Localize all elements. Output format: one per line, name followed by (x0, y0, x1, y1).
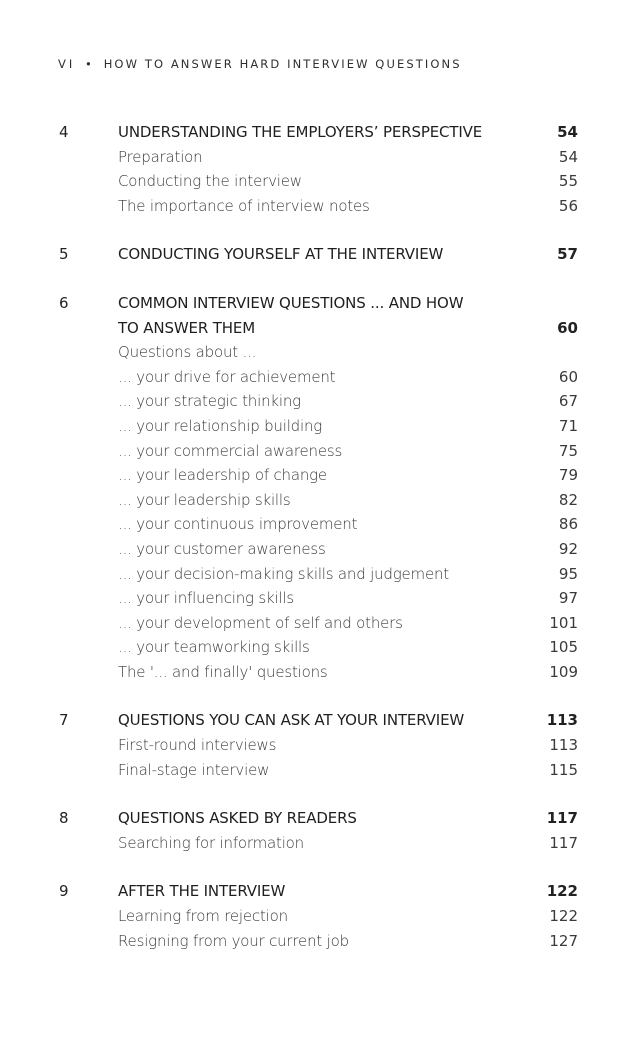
chapter-page: 57 (557, 245, 578, 264)
chapter-heading-row[interactable] (0, 291, 638, 316)
section-row[interactable] (0, 414, 638, 439)
chapter-number: 7 (59, 711, 69, 730)
chapter-spacer (0, 218, 638, 242)
section-title: The '... and finally' questions (118, 662, 328, 681)
chapter-number: 4 (59, 123, 69, 141)
chapter-number: 6 (59, 293, 69, 312)
section-page: 105 (549, 638, 578, 657)
chapter-heading-row[interactable] (0, 879, 638, 904)
section-row[interactable] (0, 562, 638, 587)
section-page: 117 (549, 833, 578, 852)
section-row[interactable] (0, 929, 638, 954)
section-page: 92 (558, 539, 578, 558)
chapter-title: UNDERSTANDING THE EMPLOYERS’ PERSPECTIVE (118, 123, 483, 141)
chapter-page: 54 (557, 123, 578, 141)
section-page: 60 (558, 367, 578, 386)
section-page: 109 (549, 662, 578, 681)
section-title: First-round interviews (118, 736, 277, 755)
section-row[interactable] (0, 586, 638, 611)
chapter-title: QUESTIONS YOU CAN ASK AT YOUR INTERVIEW (118, 711, 465, 730)
section-page: 54 (558, 147, 578, 166)
section-page: 55 (558, 172, 578, 191)
chapter-title-line-2: TO ANSWER THEM (118, 318, 256, 337)
section-row[interactable] (0, 904, 638, 929)
section-page: 82 (558, 490, 578, 509)
section-page: 95 (558, 564, 578, 583)
section-title: Resigning from your current job (118, 931, 349, 950)
section-page: 113 (549, 736, 578, 755)
section-page: 71 (558, 416, 578, 435)
section-page: 79 (558, 466, 578, 485)
section-row[interactable] (0, 537, 638, 562)
page-number-roman: VI (58, 57, 76, 71)
chapter-title: AFTER THE INTERVIEW (118, 882, 286, 901)
section-title: ... your customer awareness (118, 539, 326, 558)
chapter-heading-row[interactable] (0, 708, 638, 733)
section-page: 122 (549, 907, 578, 926)
chapter-page: 113 (546, 711, 578, 730)
section-title: Learning from rejection (118, 907, 288, 926)
section-title: ... your leadership skills (118, 490, 291, 509)
section-row[interactable] (0, 145, 638, 170)
section-title: ... your continuous improvement (118, 515, 358, 534)
chapter-7 (0, 708, 638, 782)
chapter-number: 9 (59, 882, 69, 901)
section-row[interactable] (0, 463, 638, 488)
chapter-spacer (0, 855, 638, 879)
section-row[interactable] (0, 439, 638, 464)
chapter-title: QUESTIONS ASKED BY READERS (118, 809, 357, 828)
section-row[interactable] (0, 512, 638, 537)
section-title: Questions about ... (118, 343, 257, 362)
section-row[interactable] (0, 488, 638, 513)
chapter-4 (0, 120, 638, 218)
section-title: Conducting the interview (118, 172, 302, 191)
section-title: ... your development of self and others (118, 613, 403, 632)
section-title: ... your teamworking skills (118, 638, 310, 657)
section-title: ... your strategic thinking (118, 392, 301, 411)
section-title: ... your relationship building (118, 416, 323, 435)
chapter-8 (0, 806, 638, 855)
book-title: HOW TO ANSWER HARD INTERVIEW QUESTIONS (103, 57, 462, 71)
section-title: ... your decision-making skills and judgement (118, 564, 449, 583)
chapter-page: 122 (546, 882, 578, 901)
section-title: ... your drive for achievement (118, 367, 336, 386)
chapter-heading-row[interactable] (0, 806, 638, 831)
chapter-spacer (0, 267, 638, 291)
chapter-spacer (0, 684, 638, 708)
section-title: Searching for information (118, 833, 304, 852)
section-row[interactable] (0, 733, 638, 758)
chapter-spacer (0, 782, 638, 806)
chapter-5 (0, 242, 638, 267)
chapter-page: 117 (546, 809, 578, 828)
section-row[interactable] (0, 635, 638, 660)
table-of-contents (0, 120, 638, 953)
section-title: ... your leadership of change (118, 466, 327, 485)
chapter-heading-row[interactable] (0, 242, 638, 267)
section-row[interactable] (0, 660, 638, 685)
section-page: 101 (549, 613, 578, 632)
section-row[interactable] (0, 194, 638, 219)
section-page: 75 (558, 441, 578, 460)
section-page: 127 (549, 931, 578, 950)
section-page: 67 (558, 392, 578, 411)
section-page: 86 (558, 515, 578, 534)
section-title: Preparation (118, 147, 203, 166)
section-title: ... your influencing skills (118, 589, 295, 608)
chapter-6 (0, 291, 638, 685)
section-row[interactable] (0, 831, 638, 856)
section-title: ... your commercial awareness (118, 441, 343, 460)
chapter-page: 60 (557, 318, 578, 337)
section-row[interactable] (0, 758, 638, 783)
section-page: 115 (549, 760, 578, 779)
chapter-heading-row-continued[interactable] (0, 316, 638, 341)
chapter-number: 8 (59, 809, 69, 828)
section-row (0, 340, 638, 365)
chapter-title: CONDUCTING YOURSELF AT THE INTERVIEW (118, 245, 444, 264)
section-row[interactable] (0, 611, 638, 636)
chapter-title-line-1: COMMON INTERVIEW QUESTIONS ... AND HOW (118, 293, 464, 312)
header-separator: • (85, 57, 94, 71)
section-row[interactable] (0, 365, 638, 390)
section-title: Final-stage interview (118, 760, 270, 779)
chapter-number: 5 (59, 245, 69, 264)
section-title: The importance of interview notes (118, 196, 370, 215)
section-page: 56 (558, 196, 578, 215)
section-row[interactable] (0, 389, 638, 414)
chapter-9 (0, 879, 638, 953)
section-row[interactable] (0, 169, 638, 194)
chapter-heading-row[interactable] (0, 120, 638, 145)
section-page: 97 (558, 589, 578, 608)
running-header (58, 57, 462, 71)
